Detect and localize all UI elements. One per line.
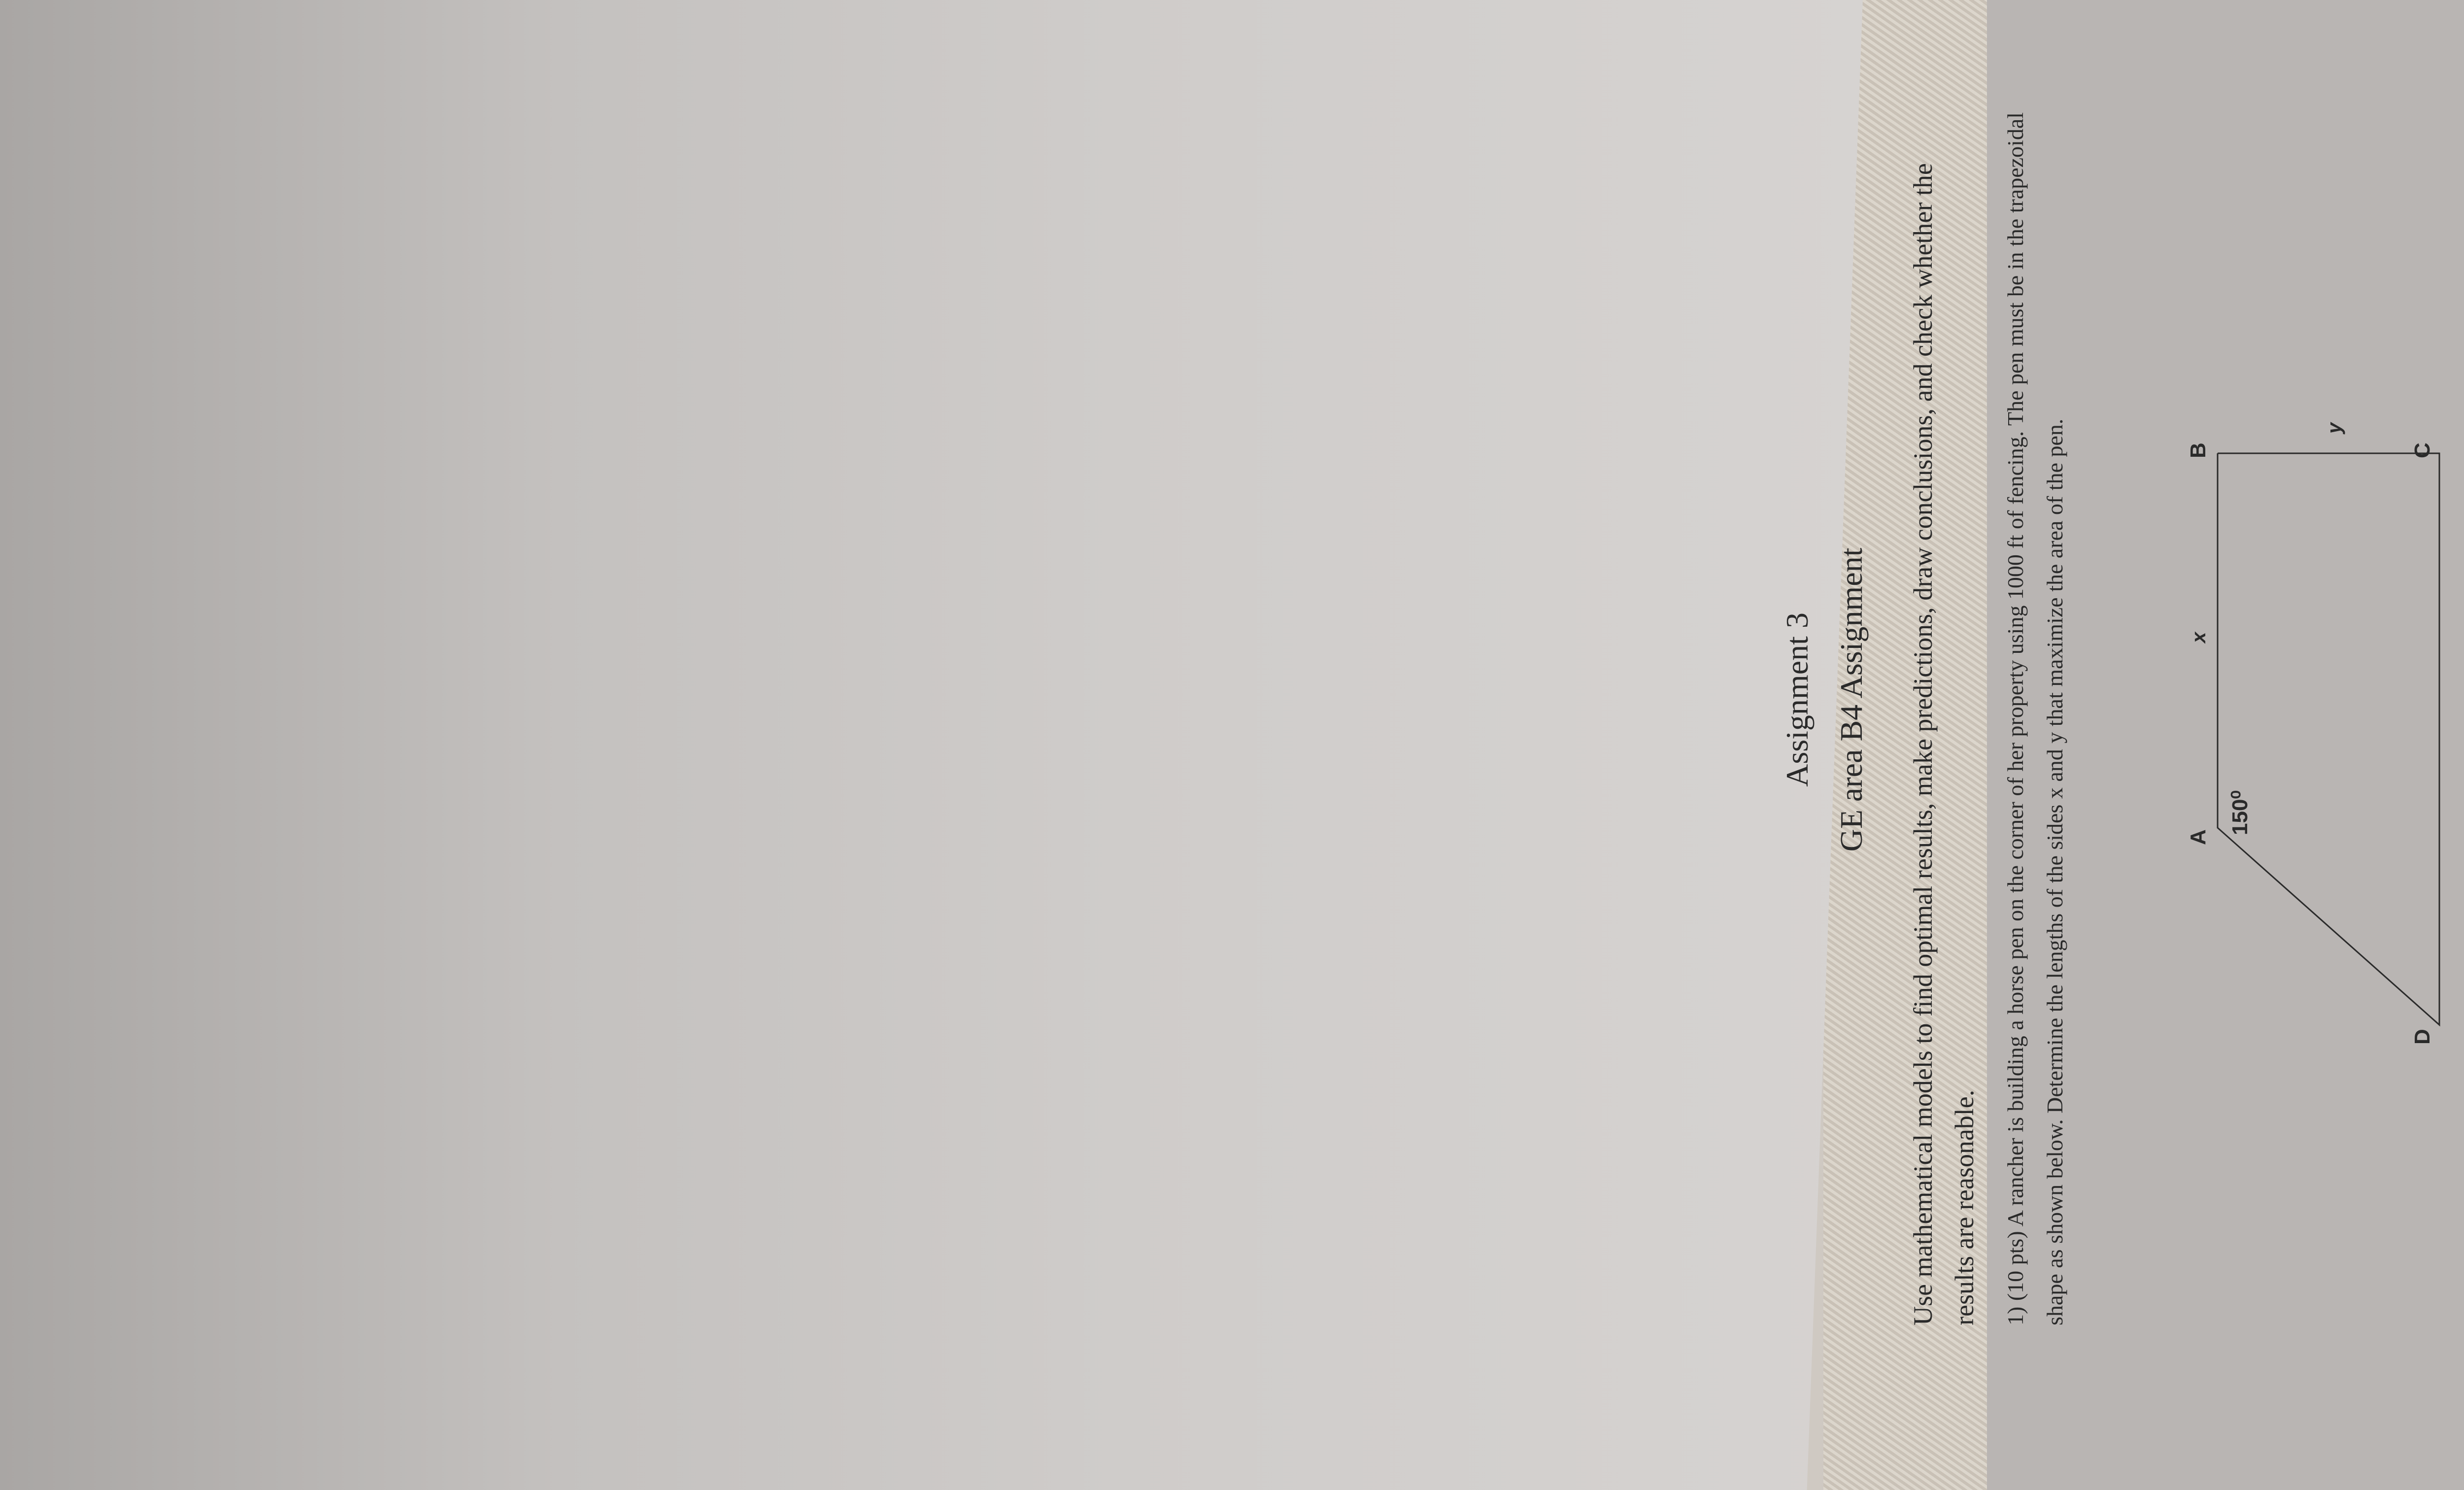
angle-label: 150⁰: [2228, 790, 2252, 835]
question-1: 1) (10 pts) A rancher is building a horse pen on the corner of her property using 1000 ft of fencing. The pen must be in the trapezoidal shape as shown below. Determine the lengths of the sides x and y that maximize the area of the pen.: [2003, 112, 2067, 1325]
label-b: B: [2186, 442, 2210, 458]
label-d: D: [2410, 1029, 2434, 1045]
intro-paragraph: Use mathematical models to find optimal results, make predictions, draw conclusions, and check whether the results are reasonable.: [1908, 163, 1979, 1325]
label-x: x: [2188, 632, 2210, 643]
trapezoid-figure: [2186, 422, 2439, 1045]
page-title: Assignment 3: [1780, 612, 1814, 787]
label-y: y: [2324, 422, 2345, 434]
label-a: A: [2186, 829, 2210, 845]
page-subtitle: GE area B4 Assignment: [1834, 547, 1869, 852]
assignment-page: [1690, 0, 2464, 1439]
figures: [1690, 0, 2464, 1439]
label-c: C: [2410, 442, 2434, 458]
trapezoid-outline: [2218, 453, 2439, 1025]
